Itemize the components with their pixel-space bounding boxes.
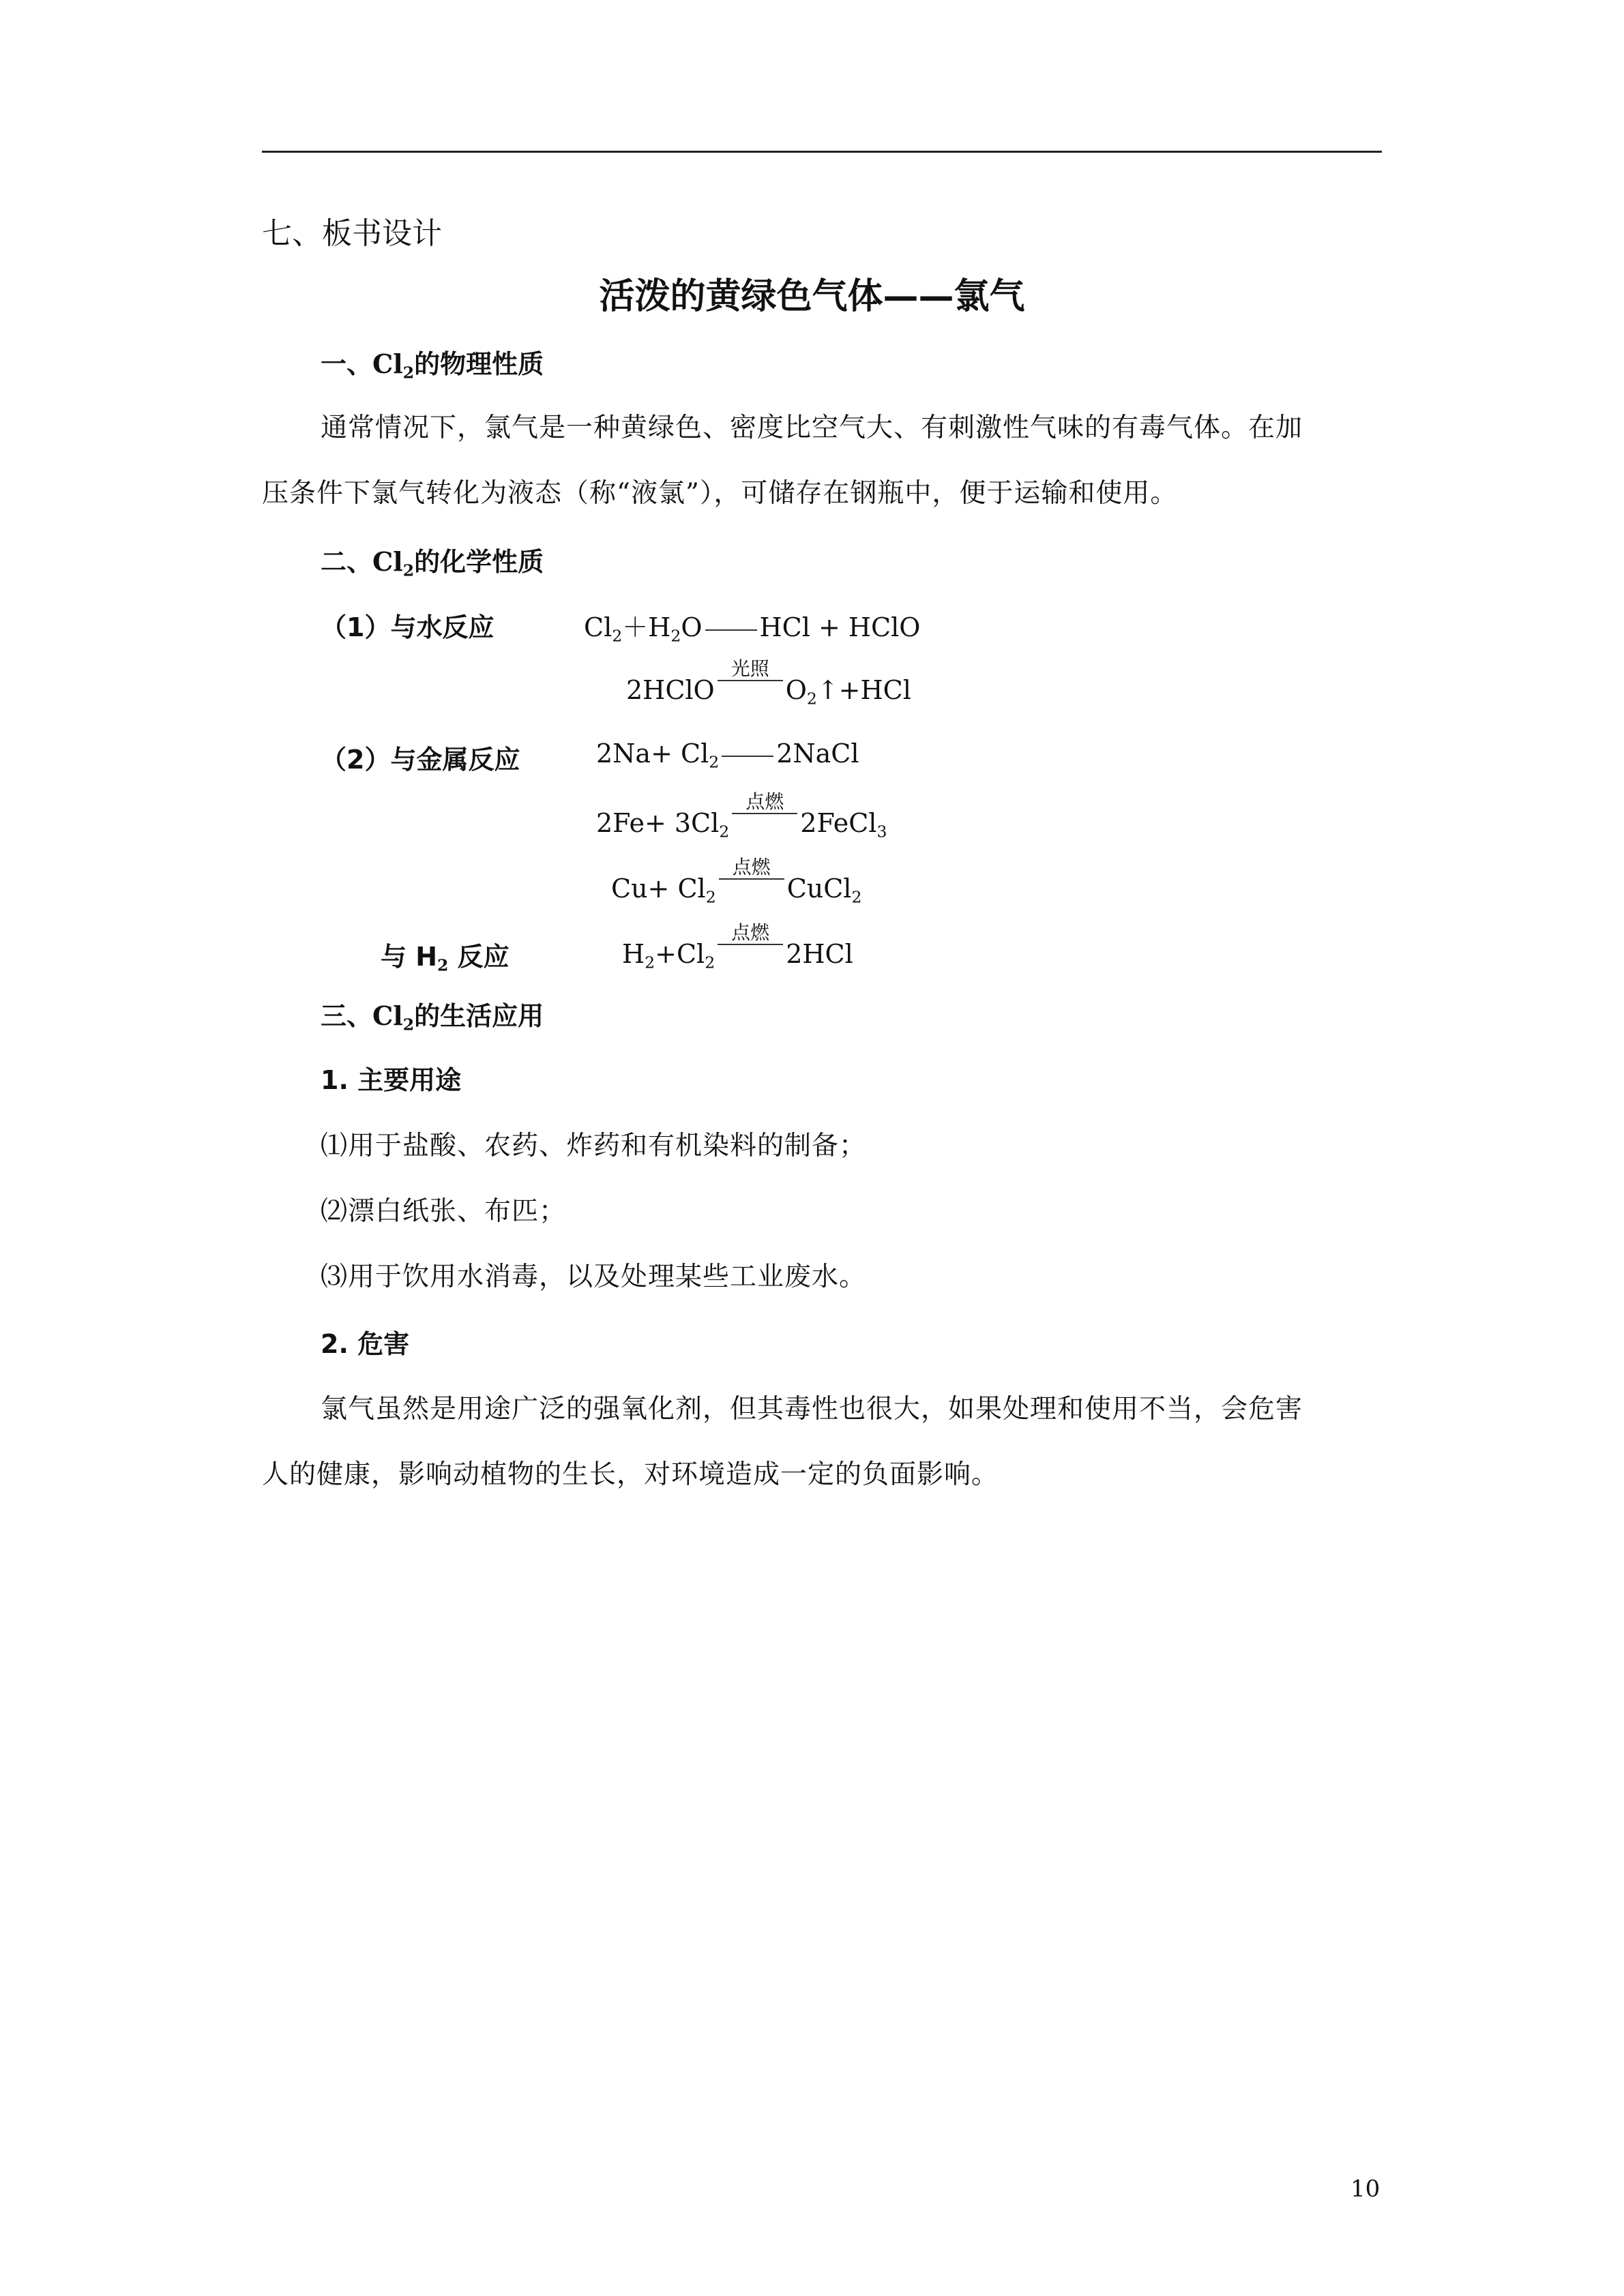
header-rule [262,151,1382,153]
part3-heading: 三、$Cl_2$的生活应用 [321,1000,544,1034]
part1-paragraph-line2: 压条件下氯气转化为液态（称“液氯”），可储存在钢瓶中，便于运输和使用。 [262,478,1178,509]
condition-ignite: 点燃 [745,790,784,813]
condition-ignite: 点燃 [732,856,771,878]
equation-dash [705,629,757,631]
equation-sodium-chlorine: $2Na+ Cl_2$ 2NaCl [596,739,859,772]
use-item-1: ⑴用于盐酸、农药、炸药和有机染料的制备； [321,1131,867,1161]
harm-paragraph-line1: 氯气虽然是用途广泛的强氧化剂，但其毒性也很大，如果处理和使用不当，会危害 [321,1394,1303,1425]
use-item-3: ⑶用于饮用水消毒，以及处理某些工业废水。 [321,1262,867,1292]
equation-hydrogen-chlorine: $H_2+Cl_2$ 点燃 2HCl [622,936,853,972]
uses-heading: 1. 主要用途 [321,1065,462,1095]
hydrogen-reaction-label: 与 $H_2$ 反应 [381,942,510,975]
equation-chlorine-water: $Cl_2+H_2O$ HCl + HClO [584,612,921,646]
metal-reaction-label: （2）与金属反应 [321,745,520,775]
equation-iron-chlorine: $2Fe+ 3Cl_2$ 点燃 2FeCl$_3$ [596,805,887,841]
condition-ignite: 点燃 [731,921,770,944]
section-heading: 七、板书设计 [262,216,442,251]
part2-heading: 二、$Cl_2$的化学性质 [321,546,544,580]
harm-paragraph-line2: 人的健康，影响动植物的生长，对环境造成一定的负面影响。 [262,1459,999,1490]
equation-copper-chlorine: $Cu+ Cl_2$ 点燃 CuCl$_2$ [611,870,861,907]
part1-heading: 一、$Cl_2$的物理性质 [321,348,544,383]
page-number: 10 [1350,2175,1381,2203]
condition-light: 光照 [730,657,769,680]
page-title: 活泼的黄绿色气体——氯气 [599,276,1025,317]
harm-heading: 2. 危害 [321,1329,410,1359]
part1-paragraph-line1: 通常情况下，氯气是一种黄绿色、密度比空气大、有刺激性气味的有毒气体。在加 [321,413,1303,443]
use-item-2: ⑵漂白纸张、布匹； [321,1196,567,1227]
equation-hclo-decomposition: 2HClO 光照 $O_2↑+HCl$ [626,672,911,709]
equation-dash [722,756,773,757]
water-reaction-label: （1）与水反应 [321,612,494,642]
